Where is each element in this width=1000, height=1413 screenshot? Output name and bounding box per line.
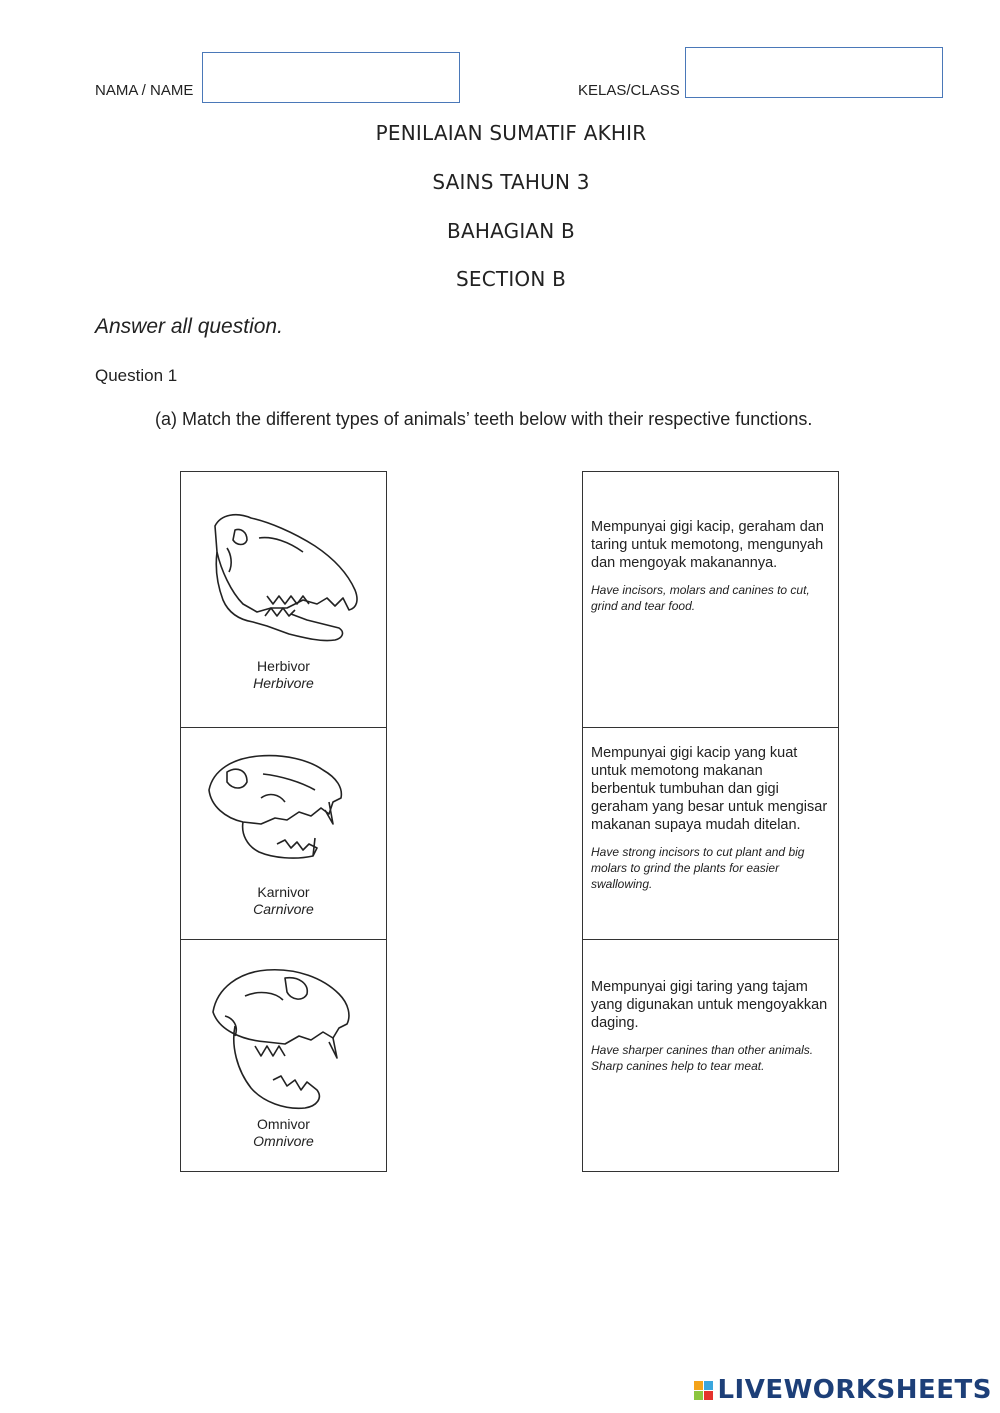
animal-card-carnivore[interactable] bbox=[181, 728, 386, 940]
animal-name-ms: Omnivor bbox=[257, 1116, 310, 1132]
section-title-ms: BAHAGIAN B bbox=[447, 219, 575, 243]
function-column bbox=[582, 471, 839, 1172]
subject-title: SAINS TAHUN 3 bbox=[432, 170, 590, 194]
page-title: PENILAIAN SUMATIF AKHIR bbox=[375, 121, 647, 145]
question-text: (a) Match the different types of animals’ teeth below with their respective functions. bbox=[155, 409, 813, 429]
function-description bbox=[591, 978, 830, 1074]
class-label: KELAS/CLASS bbox=[578, 82, 680, 99]
function-description bbox=[591, 744, 830, 892]
function-text-en: Have strong incisors to cut plant and big molars to grind the plants for easier swallowing. bbox=[591, 845, 805, 891]
question-label: Question 1 bbox=[95, 366, 178, 385]
function-card-3[interactable] bbox=[583, 940, 838, 1173]
animal-label bbox=[181, 884, 386, 918]
animal-card-herbivore[interactable] bbox=[181, 472, 386, 728]
animal-column bbox=[180, 471, 387, 1172]
name-label: NAMA / NAME bbox=[95, 82, 194, 99]
class-input[interactable] bbox=[685, 47, 943, 98]
animal-label bbox=[181, 658, 386, 692]
animal-name-ms: Karnivor bbox=[257, 884, 310, 900]
function-description bbox=[591, 518, 830, 614]
instruction-text: Answer all question. bbox=[95, 315, 283, 338]
herbivore-skull-icon bbox=[207, 508, 367, 648]
animal-name-en: Carnivore bbox=[253, 901, 314, 917]
name-input[interactable] bbox=[202, 52, 460, 103]
function-card-1[interactable] bbox=[583, 472, 838, 728]
liveworksheets-logo bbox=[694, 1375, 992, 1405]
function-text-ms: Mempunyai gigi kacip, geraham dan taring untuk memotong, mengunyah dan mengoyak makanannya. bbox=[591, 519, 824, 571]
function-text-en: Have sharper canines than other animals. Sharp canines help to tear meat. bbox=[591, 1043, 814, 1073]
omnivore-skull-icon bbox=[205, 966, 365, 1116]
function-text-en: Have incisors, molars and canines to cut, grind and tear food. bbox=[591, 583, 810, 613]
carnivore-skull-icon bbox=[203, 752, 363, 870]
section-title-en: SECTION B bbox=[456, 267, 566, 291]
liveworksheets-logo-icon bbox=[694, 1381, 713, 1400]
function-card-2[interactable] bbox=[583, 728, 838, 940]
animal-name-en: Omnivore bbox=[253, 1133, 314, 1149]
animal-name-ms: Herbivor bbox=[257, 658, 310, 674]
function-text-ms: Mempunyai gigi taring yang tajam yang digunakan untuk mengoyakkan daging. bbox=[591, 979, 828, 1031]
animal-name-en: Herbivore bbox=[253, 675, 314, 691]
liveworksheets-logo-text: LIVEWORKSHEETS bbox=[717, 1375, 992, 1405]
animal-label bbox=[181, 1116, 386, 1150]
animal-card-omnivore[interactable] bbox=[181, 940, 386, 1173]
function-text-ms: Mempunyai gigi kacip yang kuat untuk memotong makanan berbentuk tumbuhan dan gigi geraham yang besar untuk mengisar makanan supaya mudah ditelan. bbox=[591, 745, 828, 833]
